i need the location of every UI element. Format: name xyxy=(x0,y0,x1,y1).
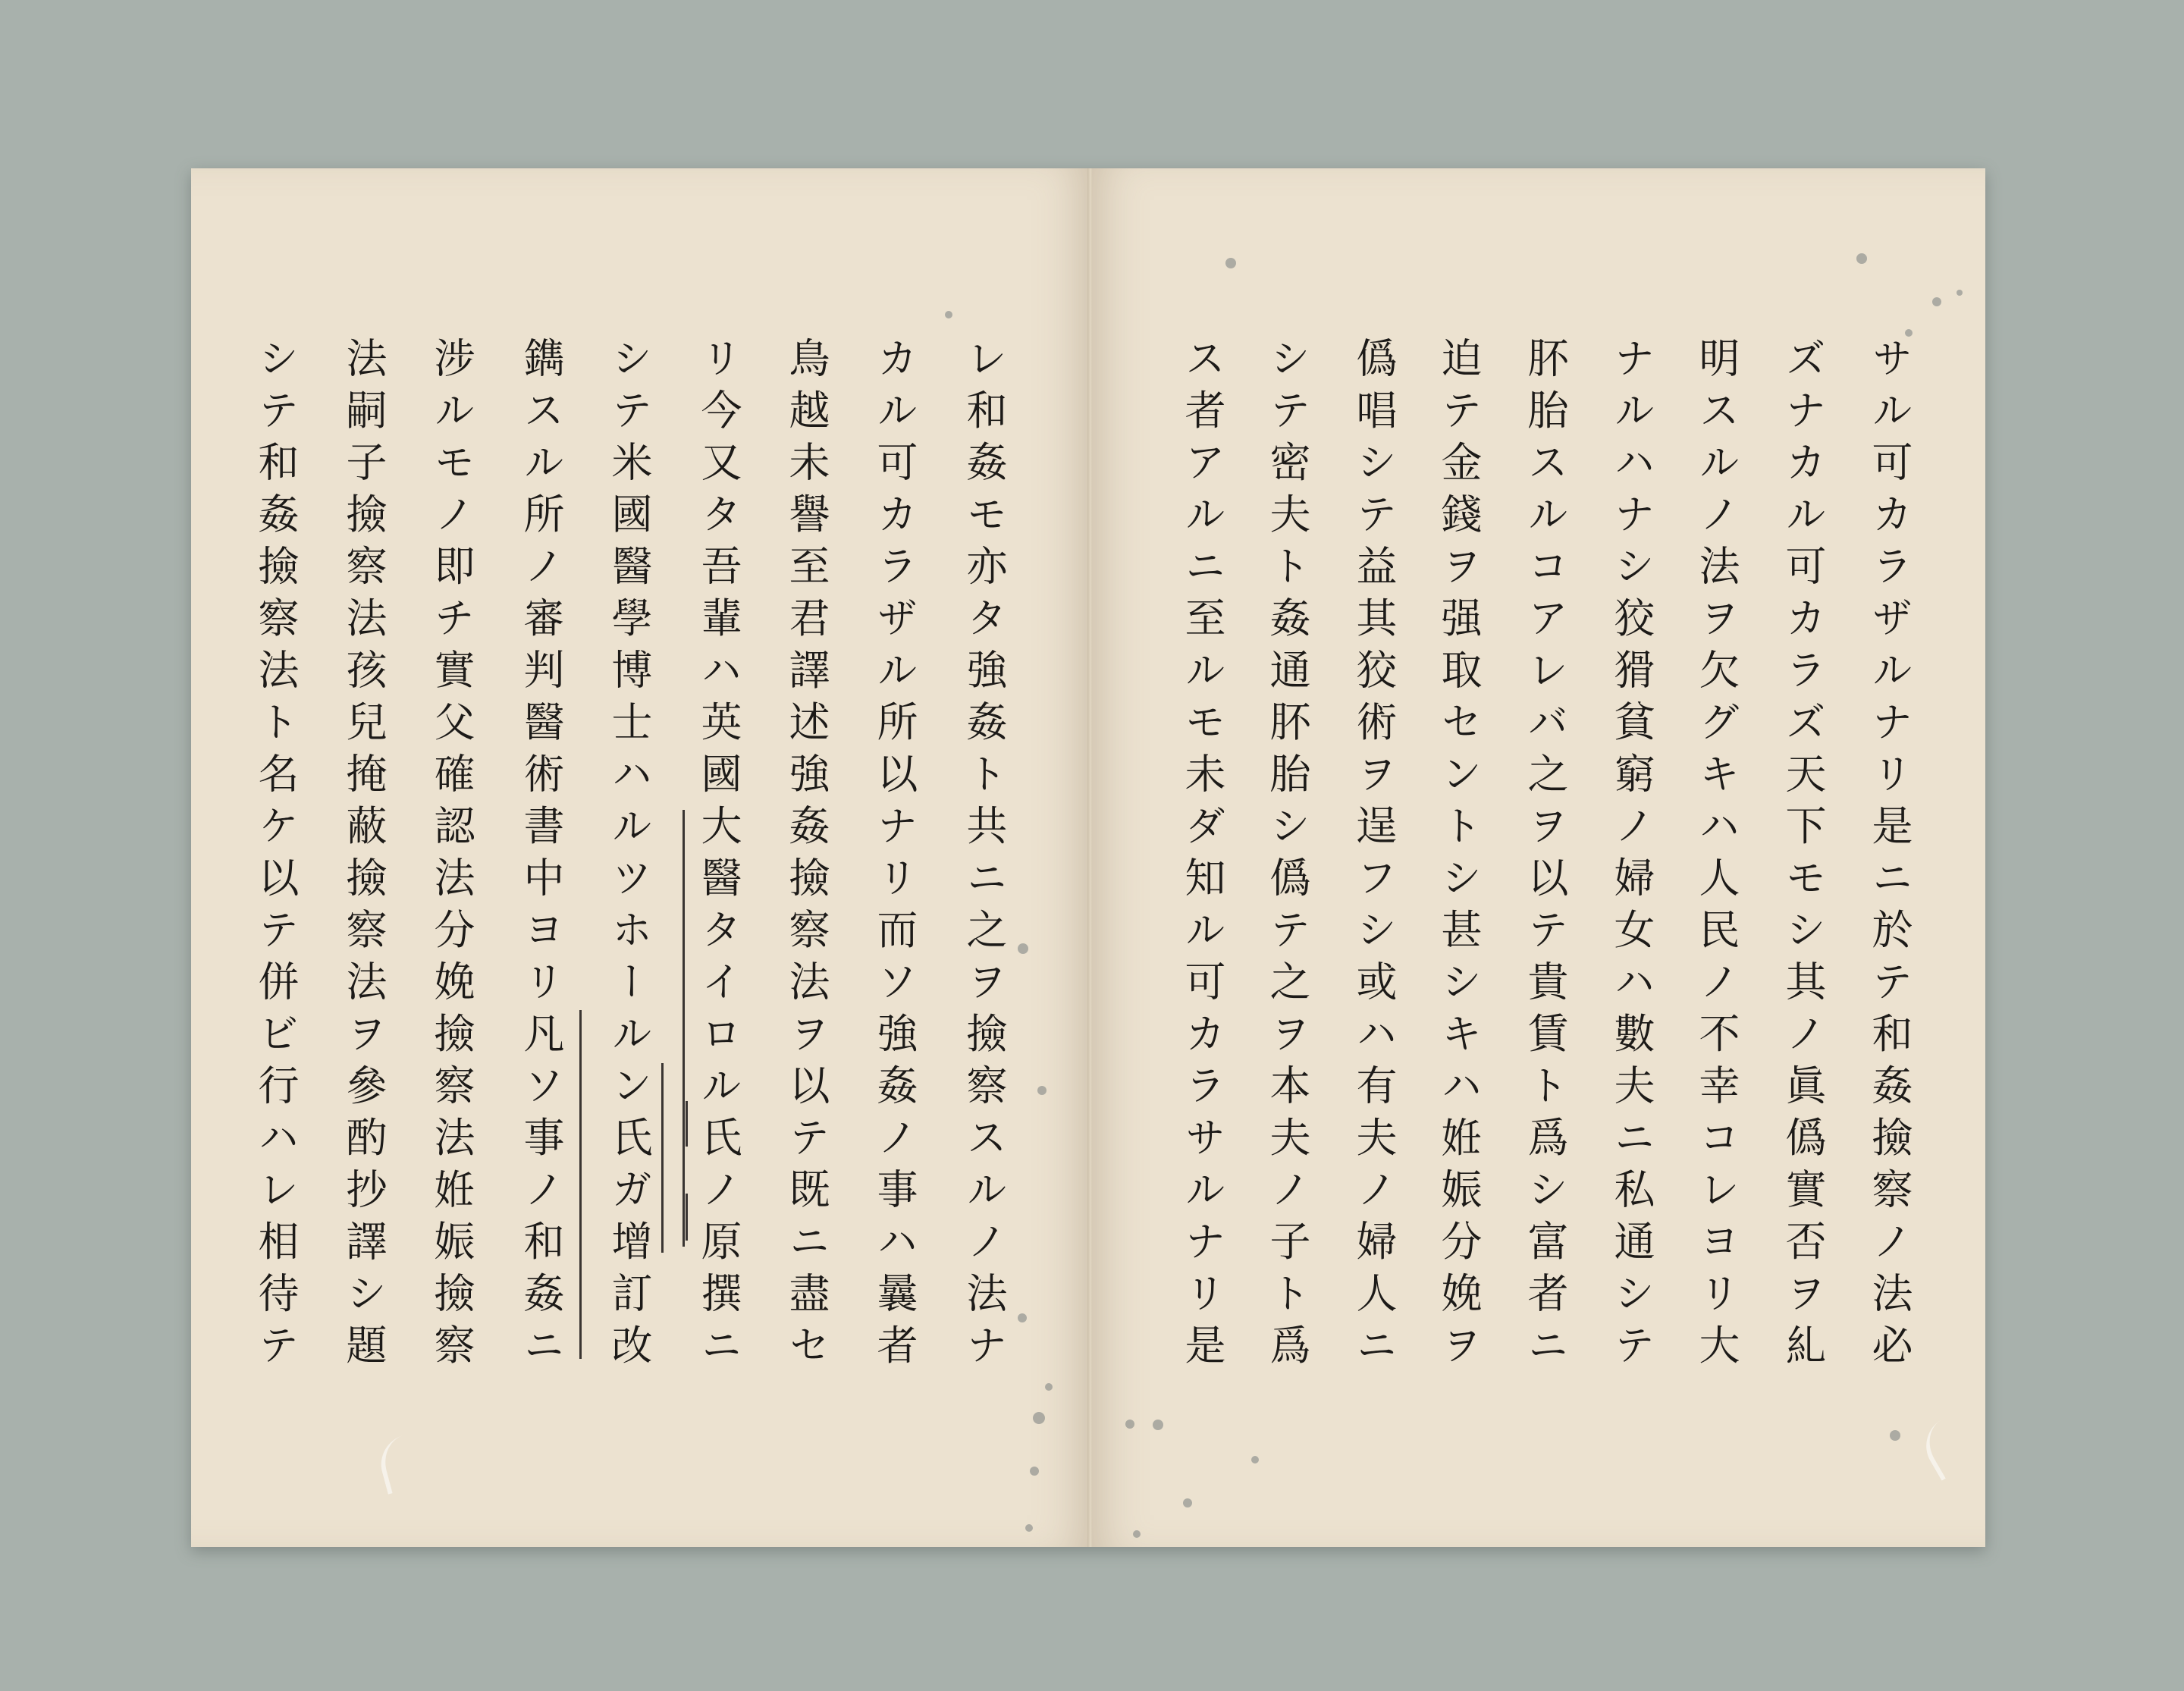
foxing-spot xyxy=(1125,1420,1134,1429)
foxing-spot xyxy=(1183,1498,1192,1507)
foxing-spot xyxy=(1890,1430,1900,1441)
foxing-spot xyxy=(1251,1456,1259,1464)
foxing-spot xyxy=(1018,1313,1027,1322)
page-crease xyxy=(375,1434,422,1495)
foxing-spot xyxy=(1025,1524,1033,1532)
foxing-spot xyxy=(1856,253,1867,264)
bracket-mark xyxy=(686,1194,688,1241)
right-column-2: ズナカル可カラズ天下モシ其ノ眞僞實否ヲ糺 xyxy=(1779,337,1827,1376)
left-column-6: 鐫スル所ノ審判醫術書中ヨリ凡ソ事ノ和姦ニ xyxy=(517,337,565,1376)
right-column-7: 僞唱シテ益其狡術ヲ逞フシ或ハ有夫ノ婦人ニ xyxy=(1350,337,1398,1376)
left-column-7: 涉ルモノ即チ實父確認法分娩撿察法姙娠撿察 xyxy=(428,337,475,1376)
foxing-spot xyxy=(1225,258,1236,268)
left-column-2: カル可カラザル所以ナリ而ソ強姦ノ事ハ曩者 xyxy=(871,337,918,1376)
right-column-9: ス者アルニ至ルモ未ダ知ル可カラサルナリ是 xyxy=(1178,337,1226,1376)
foxing-spot xyxy=(1956,290,1963,296)
page-crease xyxy=(1916,1417,1972,1481)
name-mark-line xyxy=(682,810,685,1060)
right-column-6: 迫テ金錢ヲ强取セントシ甚シキハ姙娠分娩ヲ xyxy=(1435,337,1483,1376)
left-column-1: レ和姦モ亦タ強姦ト共ニ之ヲ撿察スルノ法ナ xyxy=(960,337,1008,1376)
right-column-8: シテ密夫ト姦通肧胎シ僞テ之ヲ本夫ノ子ト爲 xyxy=(1263,337,1311,1376)
foxing-spot xyxy=(1030,1467,1039,1476)
foxing-spot xyxy=(945,311,952,318)
foxing-spot xyxy=(1153,1420,1163,1430)
foxing-spot xyxy=(1018,943,1028,954)
bracket-mark xyxy=(686,1101,688,1147)
name-mark-line xyxy=(682,1057,685,1247)
right-column-3: 明スルノ法ヲ欠グキハ人民ノ不幸コレヨリ大 xyxy=(1693,337,1740,1376)
name-mark-line xyxy=(579,1010,582,1359)
left-column-8: 法嗣子撿察法孩兒掩蔽撿察法ヲ參酌抄譯シ題 xyxy=(340,337,388,1376)
left-column-3: 鳥越未譽至君譯述強姦撿察法ヲ以テ既ニ盡セ xyxy=(783,337,830,1376)
left-column-4: リ今又タ吾輩ハ英國大醫タイロル氏ノ原撰ニ xyxy=(695,337,742,1376)
left-page xyxy=(191,168,1089,1547)
foxing-spot xyxy=(1037,1086,1046,1095)
right-column-4: ナルハナシ狡猾貧窮ノ婦女ハ數夫ニ私通シテ xyxy=(1608,337,1655,1376)
foxing-spot xyxy=(1045,1383,1053,1391)
book-spread xyxy=(191,168,1985,1547)
right-page xyxy=(1092,168,1985,1547)
foxing-spot xyxy=(1133,1530,1141,1538)
right-column-5: 肧胎スルコアレバ之ヲ以テ貴賃ト爲シ富者ニ xyxy=(1521,337,1569,1376)
foxing-spot xyxy=(1932,297,1941,306)
left-column-5: シテ米國醫學博士ハルツホールン氏ガ增訂改 xyxy=(605,337,653,1376)
right-column-1: サル可カラザルナリ是ニ於テ和姦撿察ノ法必 xyxy=(1866,337,1913,1376)
foxing-spot xyxy=(1905,329,1913,337)
name-mark-line xyxy=(661,1063,664,1253)
left-column-9: シテ和姦撿察法ト名ケ以テ併ビ行ハレ相待テ xyxy=(252,337,300,1376)
foxing-spot xyxy=(1033,1412,1045,1424)
